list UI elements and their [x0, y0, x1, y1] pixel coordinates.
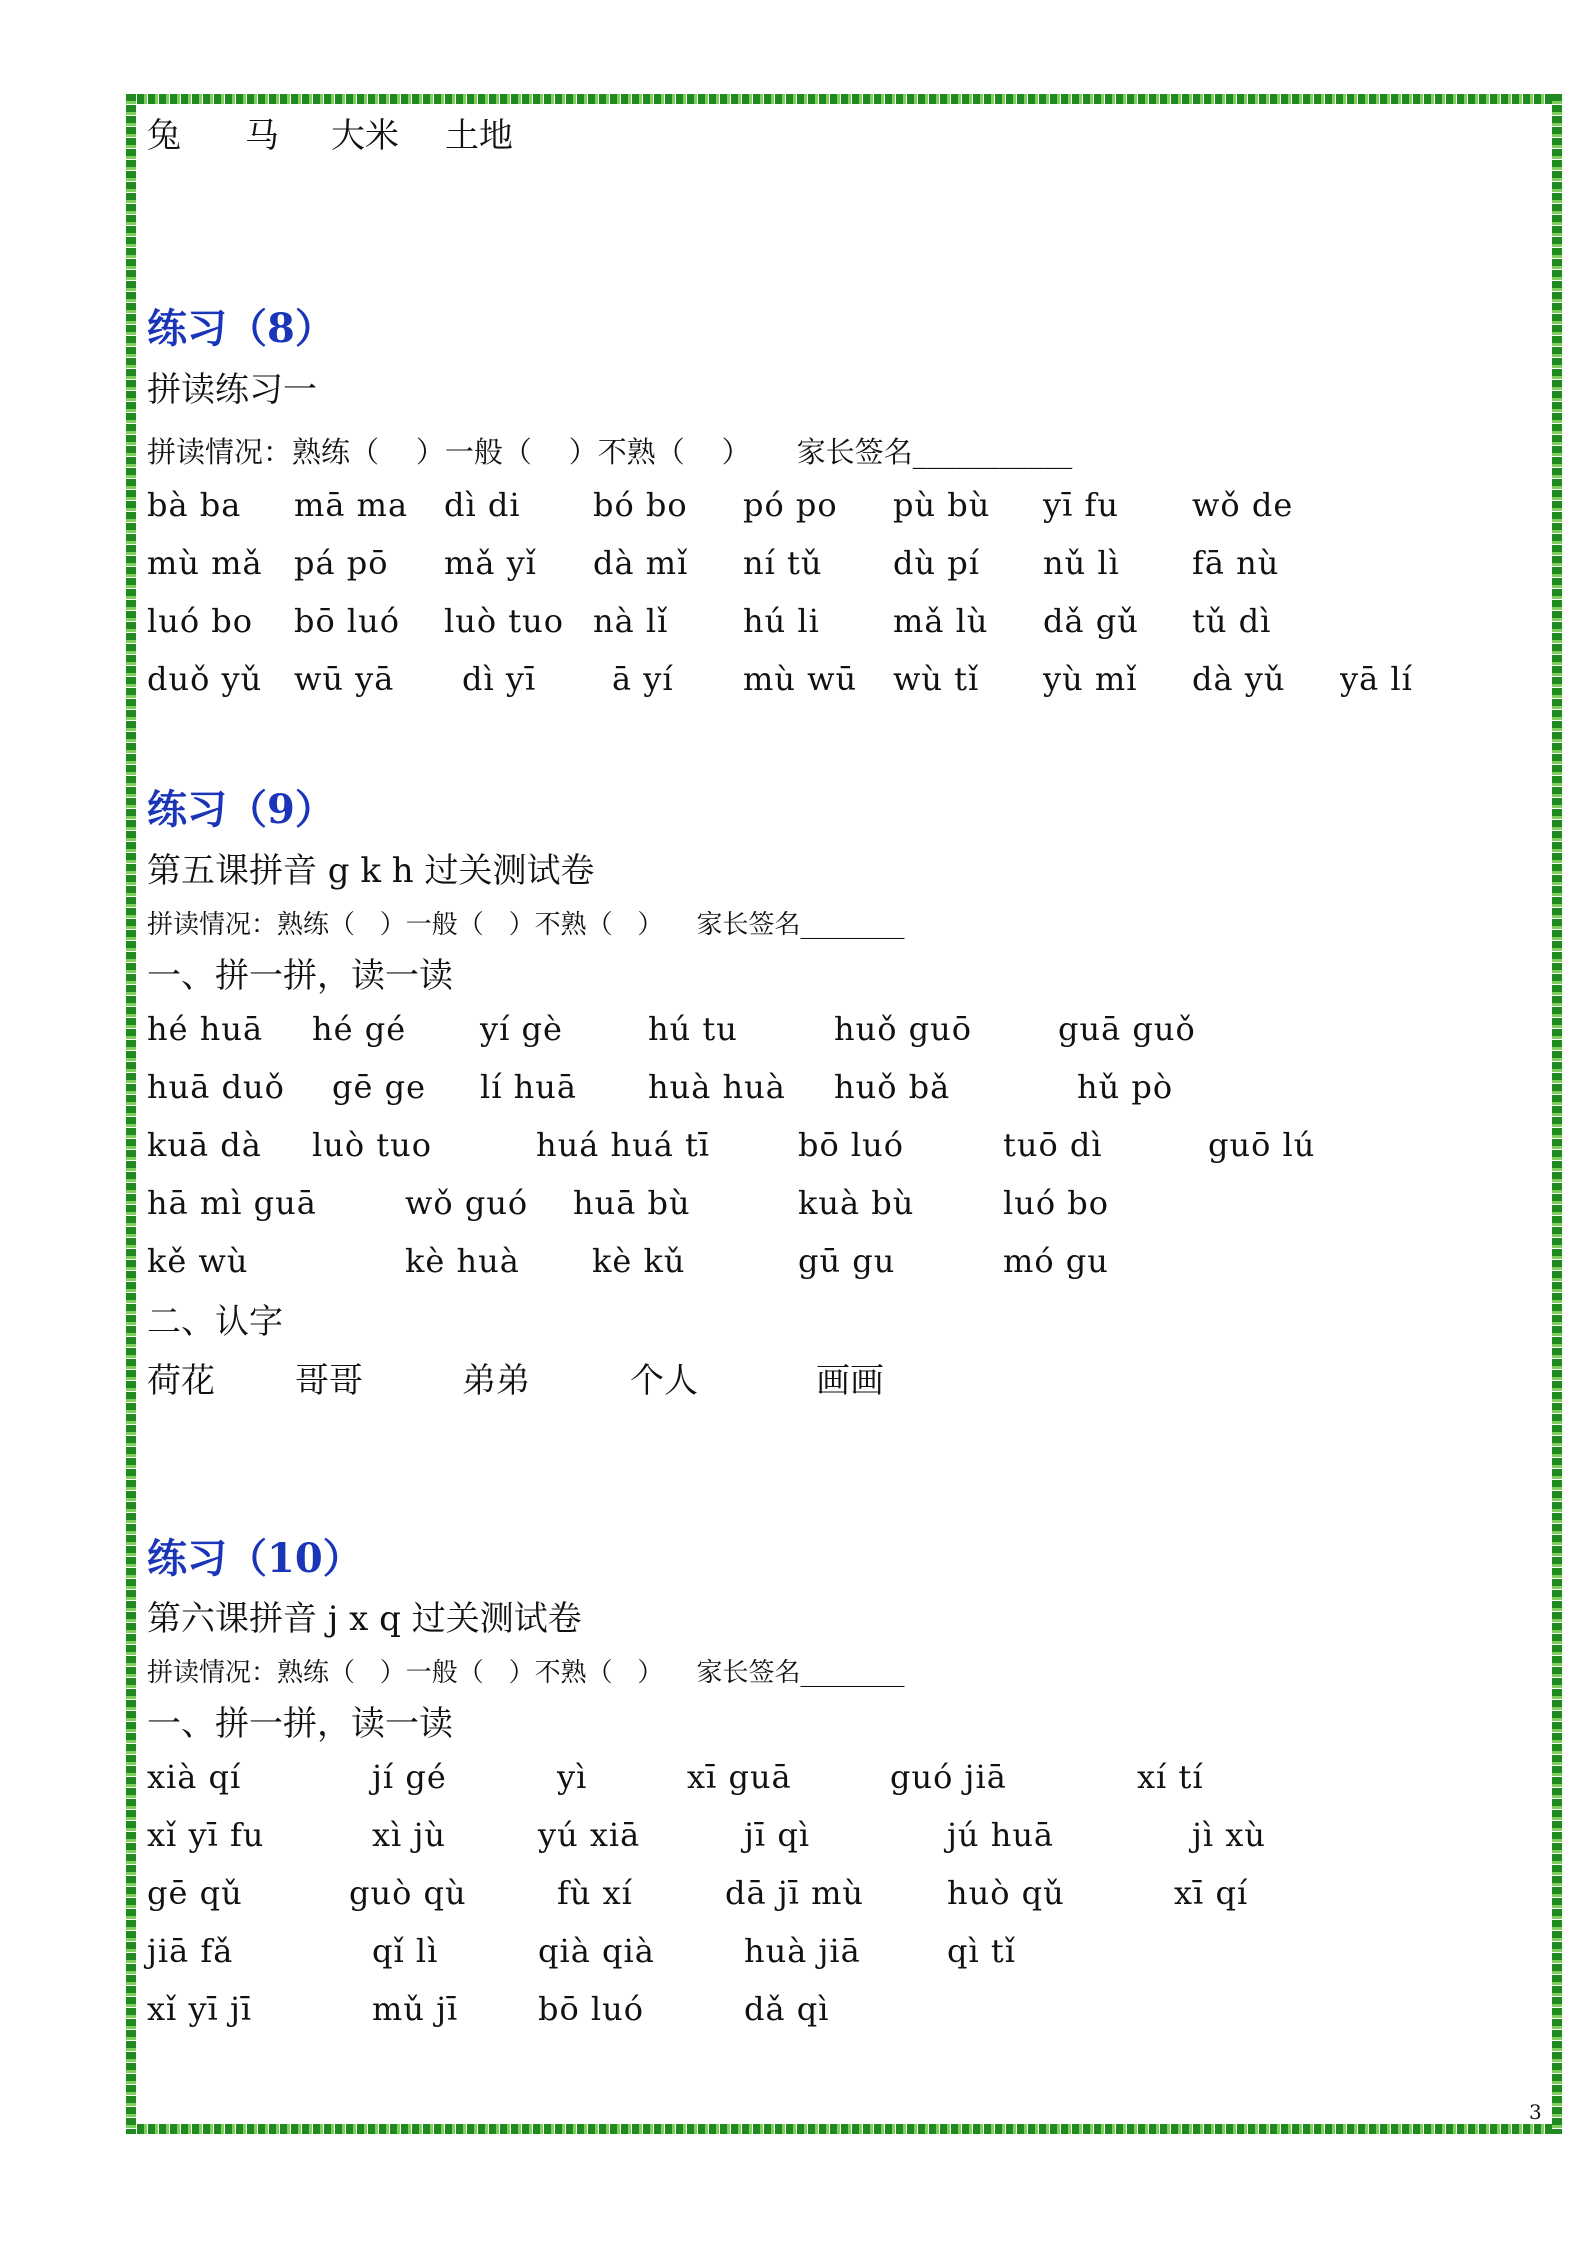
- pinyin-row: [147, 1242, 1527, 1282]
- pinyin-row: [147, 660, 1527, 700]
- pinyin-word: guò qù: [349, 1874, 467, 1912]
- pinyin-word: xǐ yī jī: [147, 1990, 253, 2028]
- pinyin-row: [147, 544, 1527, 584]
- pinyin-word: dā jī mù: [725, 1874, 865, 1912]
- pinyin-row: [147, 1758, 1527, 1798]
- pinyin-word: jí gé: [372, 1758, 447, 1796]
- pinyin-word: bō luó: [294, 602, 401, 640]
- pinyin-row: [147, 1990, 1527, 2030]
- border-left: [126, 94, 136, 2134]
- pinyin-word: kè kǔ: [592, 1242, 686, 1280]
- pinyin-row: [147, 602, 1527, 642]
- pinyin-word: qǐ lì: [372, 1932, 439, 1970]
- pinyin-row: [147, 1068, 1527, 1108]
- pinyin-word: mù mǎ: [147, 544, 263, 582]
- word: 土地: [445, 116, 513, 156]
- pinyin-word: luò tuo: [312, 1126, 433, 1164]
- pinyin-word: hé huā: [147, 1010, 264, 1048]
- pinyin-row: [147, 1932, 1527, 1972]
- pinyin-word: gū gu: [798, 1242, 896, 1280]
- character-word: 哥哥: [295, 1361, 363, 1401]
- pinyin-word: yú xiā: [538, 1816, 641, 1854]
- pinyin-word: qì tǐ: [947, 1932, 1016, 1970]
- pinyin-word: yā lí: [1340, 660, 1413, 698]
- border-top: [126, 94, 1562, 104]
- pinyin-word: xià qí: [147, 1758, 242, 1796]
- pinyin-word: hé gé: [312, 1010, 407, 1048]
- pinyin-word: dǎ gǔ: [1043, 602, 1139, 640]
- pinyin-row: [147, 1126, 1527, 1166]
- pinyin-word: yí gè: [480, 1010, 563, 1048]
- pinyin-word: yì: [557, 1758, 588, 1796]
- pinyin-word: wǒ guó: [405, 1184, 529, 1222]
- pinyin-word: dà yǔ: [1192, 660, 1286, 698]
- pinyin-word: wū yā: [294, 660, 395, 698]
- section-subtitle: 第五课拼音 g k h 过关测试卷: [147, 851, 595, 891]
- pinyin-word: guā guǒ: [1058, 1010, 1196, 1048]
- pinyin-word: jì xù: [1192, 1816, 1266, 1854]
- pinyin-word: yù mǐ: [1043, 660, 1138, 698]
- word: 兔: [147, 116, 181, 156]
- pinyin-word: dà mǐ: [593, 544, 689, 582]
- section-title-9: 练习（9）: [147, 786, 335, 833]
- pinyin-word: pù bù: [893, 486, 991, 524]
- pinyin-word: bà ba: [147, 486, 242, 524]
- pinyin-word: dù pí: [893, 544, 980, 582]
- pinyin-word: pó po: [743, 486, 838, 524]
- pinyin-row: [147, 1874, 1527, 1914]
- pinyin-word: huā duǒ: [147, 1068, 285, 1106]
- pinyin-word: kě wù: [147, 1242, 249, 1280]
- pinyin-word: tuō dì: [1003, 1126, 1103, 1164]
- word: 大米: [331, 116, 399, 156]
- pinyin-word: xǐ yī fu: [147, 1816, 265, 1854]
- part-heading: 一、拼一拼，读一读: [147, 956, 453, 996]
- pinyin-word: mǔ jī: [372, 1990, 459, 2028]
- reading-status-line: 拼读情况：熟练（ ）一般（ ）不熟（ ） 家长签名________: [147, 1658, 905, 1688]
- pinyin-word: xì jù: [372, 1816, 446, 1854]
- character-word: 画画: [816, 1361, 884, 1401]
- pinyin-word: dì yī: [462, 660, 537, 698]
- character-word: 个人: [630, 1361, 698, 1401]
- pinyin-row: [147, 1816, 1527, 1856]
- pinyin-word: mù wū: [743, 660, 858, 698]
- pinyin-word: kuà bù: [798, 1184, 915, 1222]
- pinyin-word: xī qí: [1174, 1874, 1249, 1912]
- pinyin-word: bō luó: [798, 1126, 905, 1164]
- pinyin-word: yī fu: [1043, 486, 1119, 524]
- pinyin-word: hǔ pò: [1077, 1068, 1174, 1106]
- pinyin-word: jú huā: [947, 1816, 1054, 1854]
- pinyin-word: luò tuo: [444, 602, 565, 640]
- pinyin-word: bó bo: [593, 486, 688, 524]
- pinyin-word: huā bù: [573, 1184, 691, 1222]
- pinyin-word: jī qì: [744, 1816, 811, 1854]
- pinyin-word: wǒ de: [1192, 486, 1294, 524]
- pinyin-row: [147, 1184, 1527, 1224]
- character-word: 弟弟: [462, 1361, 530, 1401]
- pinyin-word: kè huà: [405, 1242, 520, 1280]
- pinyin-word: hú li: [743, 602, 820, 640]
- pinyin-word: huǒ guō: [834, 1010, 973, 1048]
- pinyin-word: nǔ lì: [1043, 544, 1120, 582]
- pinyin-word: xī guā: [687, 1758, 792, 1796]
- reading-status-line: 拼读情况：熟练（ ）一般（ ）不熟（ ） 家长签名________: [147, 910, 905, 940]
- pinyin-word: duǒ yǔ: [147, 660, 263, 698]
- section-title-8: 练习（8）: [147, 305, 335, 352]
- pinyin-word: fā nù: [1192, 544, 1280, 582]
- pinyin-word: mó gu: [1003, 1242, 1109, 1280]
- pinyin-word: dǎ qì: [744, 1990, 830, 2028]
- pinyin-word: kuā dà: [147, 1126, 262, 1164]
- character-word: 荷花: [147, 1361, 215, 1401]
- word: 马: [245, 116, 279, 156]
- pinyin-word: tǔ dì: [1192, 602, 1272, 640]
- pinyin-word: bō luó: [538, 1990, 645, 2028]
- border-right: [1552, 94, 1562, 2134]
- pinyin-word: pá pō: [294, 544, 389, 582]
- pinyin-word: fù xí: [557, 1874, 633, 1912]
- pinyin-row: [147, 486, 1527, 526]
- pinyin-word: huá huá tī: [536, 1126, 711, 1164]
- pinyin-word: huò qǔ: [947, 1874, 1065, 1912]
- border-bottom: [126, 2124, 1562, 2134]
- reading-status-line: 拼读情况：熟练（ ）一般（ ）不熟（ ） 家长签名___________: [147, 435, 1073, 469]
- pinyin-word: mǎ lù: [893, 602, 989, 640]
- pinyin-word: jiā fǎ: [147, 1932, 234, 1970]
- pinyin-word: wù tǐ: [893, 660, 980, 698]
- characters-row: [147, 1353, 1147, 1401]
- pinyin-word: gē qǔ: [147, 1874, 243, 1912]
- pinyin-word: guó jiā: [890, 1758, 1007, 1796]
- pinyin-word: gē ge: [332, 1068, 427, 1106]
- section-subtitle: 第六课拼音 j x q 过关测试卷: [147, 1599, 582, 1639]
- pinyin-word: huà jiā: [744, 1932, 861, 1970]
- pinyin-word: huà huà: [648, 1068, 786, 1106]
- pinyin-word: huǒ bǎ: [834, 1068, 951, 1106]
- part-heading: 一、拼一拼，读一读: [147, 1704, 453, 1744]
- section-subtitle: 拼读练习一: [147, 370, 317, 410]
- pinyin-word: lí huā: [480, 1068, 577, 1106]
- pinyin-word: luó bo: [147, 602, 254, 640]
- pinyin-word: ā yí: [612, 660, 674, 698]
- pinyin-word: mā ma: [294, 486, 409, 524]
- pinyin-word: dì di: [444, 486, 521, 524]
- part-heading: 二、认字: [147, 1302, 283, 1342]
- pinyin-row: [147, 1010, 1527, 1050]
- pinyin-word: luó bo: [1003, 1184, 1110, 1222]
- section-title-10: 练习（10）: [147, 1535, 363, 1582]
- pinyin-word: qià qià: [538, 1932, 655, 1970]
- pinyin-word: nà lǐ: [593, 602, 669, 640]
- top-words-row: [147, 108, 1147, 156]
- pinyin-word: guō lú: [1208, 1126, 1316, 1164]
- page-number: 3: [1529, 2100, 1542, 2124]
- pinyin-word: ní tǔ: [743, 544, 823, 582]
- pinyin-word: mǎ yǐ: [444, 544, 537, 582]
- pinyin-word: xí tí: [1137, 1758, 1204, 1796]
- pinyin-word: hā mì guā: [147, 1184, 317, 1222]
- pinyin-word: hú tu: [648, 1010, 738, 1048]
